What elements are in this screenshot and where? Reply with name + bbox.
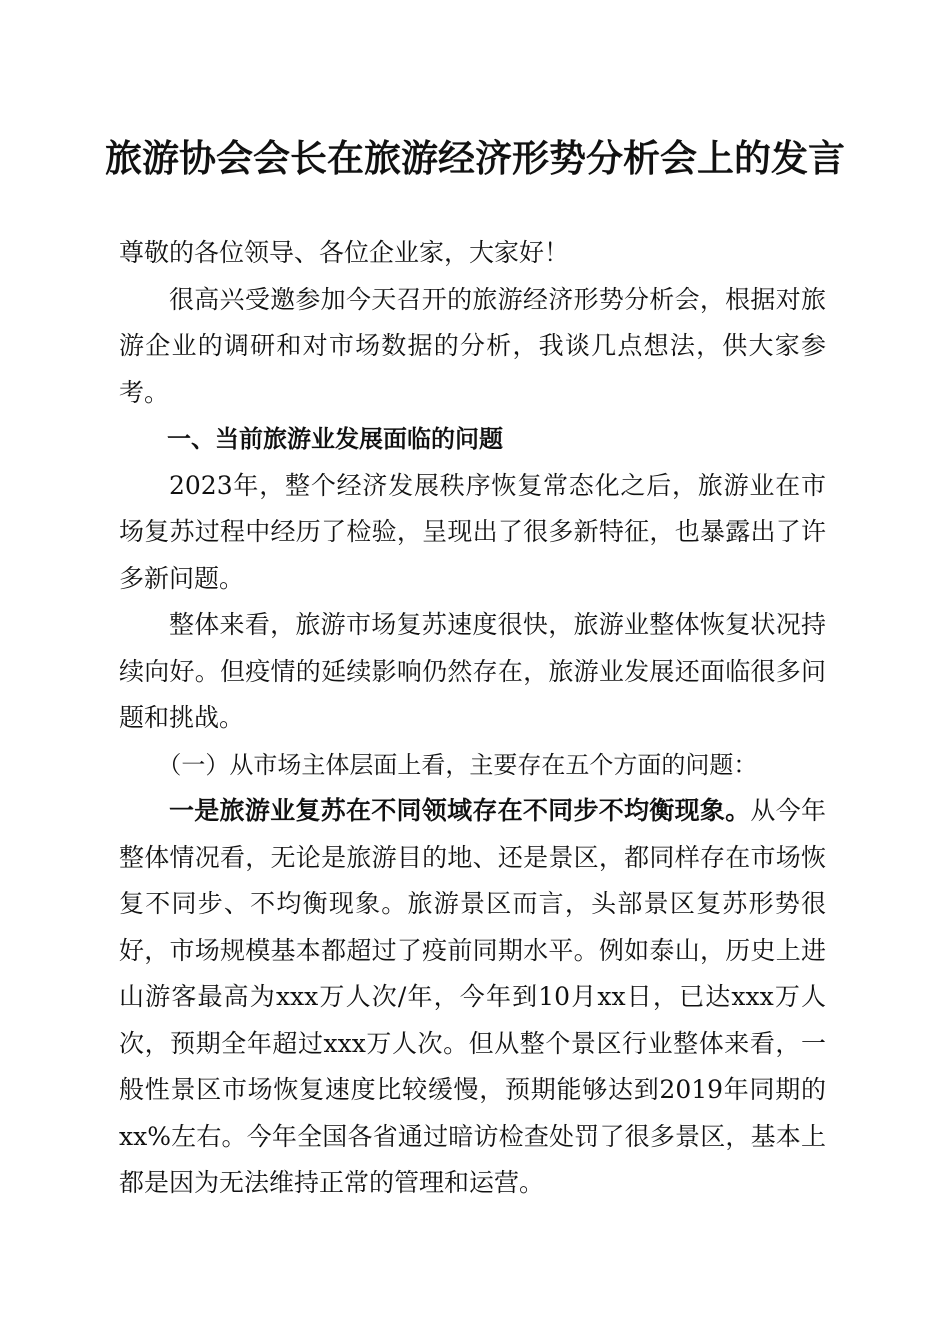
subsection-heading-1: （一）从市场主体层面上看，主要存在五个方面的问题： (157, 750, 758, 779)
point-1-lead: 一是旅游业复苏在不同领域存在不同步不均衡现象。 (169, 796, 751, 825)
paragraph-1: 2023年，整个经济发展秩序恢复常态化之后，旅游业在市场复苏过程中经历了检验，呈现出了很多新特征，也暴露出了许多新问题。 (119, 470, 826, 593)
point-1-paragraph (119, 788, 826, 1207)
point-1-body: 从今年整体情况看，无论是旅游目的地、还是景区，都同样存在市场恢复不同步、不均衡现象。旅游景区而言，头部景区复苏形势很好，市场规模基本都超过了疫前同期水平。例如泰山，历史上进山游客最高为xxx万人次/年，今年到10月xx日，已达xxx万人次，预期全年超过xxx万人次。但从整个景区行业整体来看，一般性景区市场恢复速度比较缓慢，预期能够达到2019年同期的xx%左右。今年全国各省通过暗访检查处罚了很多景区，基本上都是因为无法维持正常的管理和运营。 (119, 796, 826, 1197)
paragraph-2: 整体来看，旅游市场复苏速度很快，旅游业整体恢复状况持续向好。但疫情的延续影响仍然存在，旅游业发展还面临很多问题和挑战。 (119, 610, 826, 732)
document-body (119, 230, 826, 1207)
greeting: 尊敬的各位领导、各位企业家，大家好！ (119, 238, 570, 267)
document-title: 旅游协会会长在旅游经济形势分析会上的发言 (105, 137, 845, 180)
section-heading-1: 一、当前旅游业发展面临的问题 (167, 425, 503, 453)
intro-paragraph: 很高兴受邀参加今天召开的旅游经济形势分析会，根据对旅游企业的调研和对市场数据的分析，我谈几点想法，供大家参考。 (119, 284, 826, 407)
